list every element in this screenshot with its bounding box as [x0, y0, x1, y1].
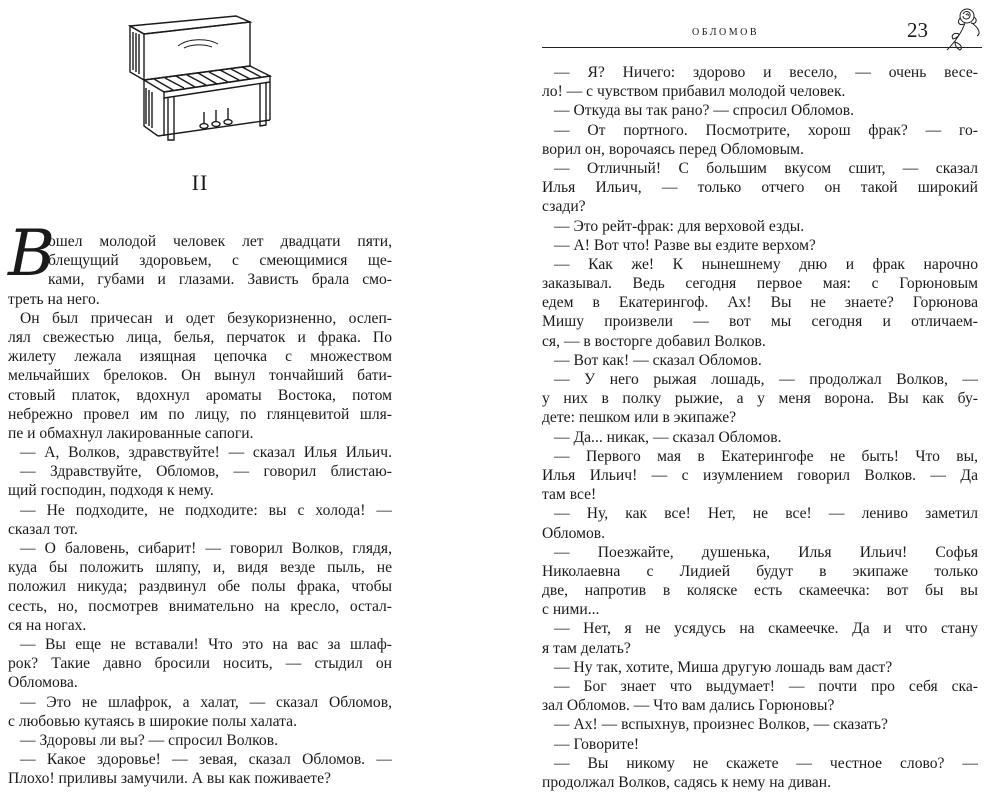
text-line: Николаевна с Лидией будут в экипаже только — [542, 562, 978, 580]
text-line: — Поезжайте, душенька, Илья Ильич! Софья — [554, 543, 978, 561]
text-line: — Не подходите, не подходите: вы с холода! — — [20, 501, 392, 519]
header-rule — [542, 47, 982, 48]
text-line: — Отличный! С большим вкусом сшит, — сказал — [554, 159, 978, 177]
left-page — [0, 0, 495, 788]
text-line: рок? Такие давно бросили носить, — стыдил он — [8, 655, 392, 673]
text-line: заказывал. Ведь сегодня первое мая: с Горюновым — [542, 275, 978, 293]
text-line: там все! — [542, 486, 597, 504]
text-line: — Я? Ничего: здорово и весело, — очень весе- — [554, 64, 978, 81]
text-line: ся, — в восторге добавил Волков. — [542, 332, 766, 350]
text-line: — Нет, я не усядусь на скамеечке. Да и что стану — [554, 620, 978, 638]
text-line: куда бы положить шляпу, и, видя везде пыль, не — [8, 559, 392, 577]
text-line: ло! — с чувством прибавил молодой человек. — [542, 83, 846, 101]
text-line: продолжал Волков, садясь к нему на диван. — [542, 773, 831, 791]
text-line: — Первого мая в Екатерингофе не быть! Что вы, — [554, 447, 978, 465]
text-line: лял свежестью лица, белья, перчаток и фрака. По — [8, 328, 392, 346]
text-line: — Откуда вы так рано? — спросил Обломов. — [554, 102, 855, 120]
text-line: я там делать? — [542, 639, 631, 657]
running-head: обломов — [692, 24, 760, 39]
text-line: — Ну так, хотите, Миша другую лошадь вам даст? — [554, 658, 893, 676]
right-body-text — [542, 63, 978, 792]
text-line: — Ах! — вспыхнув, произнес Волков, — сказать? — [554, 716, 888, 734]
text-line: едем в Екатерингоф. Ах! Вы не знаете? Горюнова — [542, 294, 978, 312]
text-line: мельчайших брелоков. Он вынул тончайший бати- — [8, 367, 392, 385]
text-line: — Бог знает что выдумает! — почти про себя ска- — [554, 678, 978, 695]
page-number: 23 — [907, 18, 928, 42]
text-line: Он был причесан и одет безукоризненно, ослеп- — [20, 309, 392, 327]
text-line: — Как же! К нынешнему дню и фрак нарочно — [554, 255, 978, 273]
chapter-number: II — [191, 170, 209, 195]
text-line: щий господин, подходя к нему. — [8, 482, 214, 500]
text-line: стовый платок, вдохнул ароматы Востока, потом — [8, 386, 392, 404]
text-line: — Здравствуйте, Обломов, — говорил блистаю- — [20, 463, 392, 481]
text-line: — Вы еще не вставали! Что это на вас за шлаф- — [20, 635, 392, 653]
text-line: сесть, но, посмотрев внимательно на кресло, остал- — [8, 597, 392, 615]
text-line: блещущий здоровьем, с смеющимися ще- — [48, 252, 392, 270]
text-line: с ними... — [542, 601, 600, 619]
text-line: — О баловень, сибарит! — говорил Волков, глядя, — [20, 540, 392, 557]
text-line: пе и обмахнул лакированные сапоги. — [8, 424, 254, 442]
text-line: две, напротив в коляске есть скамеечка: вот бы вы — [542, 582, 978, 600]
text-line: — От портного. Посмотрите, хорош фрак? — го- — [554, 121, 978, 139]
text-line: небрежно провел им по лицу, по глянцевитой шля- — [8, 405, 392, 423]
text-line: Илья Ильич, — только отчего он такой широкий — [542, 179, 978, 197]
text-line: — Здоровы ли вы? — спросил Волков. — [20, 731, 278, 749]
text-line: Мишу произвели — вот мы сегодня и отличаем- — [542, 313, 978, 331]
text-line: Илья Ильич! — с изумлением говорил Волков. — Да — [542, 466, 978, 484]
text-line: сказал тот. — [8, 520, 78, 538]
text-line: с любовью кутаясь в широкие полы халата. — [8, 712, 298, 730]
text-line: ворил он, ворочаясь перед Обломовым. — [542, 140, 804, 158]
text-line: у них в полку рыжие, а у меня ворона. Вы как бу- — [542, 390, 978, 408]
text-line: — Да... никак, — сказал Обломов. — [554, 428, 782, 446]
piano-icon — [118, 8, 288, 148]
text-line: треть на него. — [8, 290, 100, 308]
text-line: — Это не шлафрок, а халат, — сказал Обломов, — [20, 693, 392, 711]
text-line: — Говорите! — [554, 735, 640, 753]
left-body-text — [8, 232, 392, 788]
text-line: ошел молодой человек лет двадцати пяти, — [48, 233, 392, 250]
text-line: Обломов. — [542, 524, 606, 542]
text-line: сзади? — [542, 198, 586, 216]
text-line: — У него рыжая лошадь, — продолжал Волков, — — [554, 371, 978, 388]
text-line: положил никуда; раздвинул обе полы фрака, чтобы — [8, 578, 392, 596]
text-line: — Это рейт-фрак: для верховой езды. — [554, 217, 805, 235]
text-line: Плохо! приливы замучили. А вы как поживаете? — [8, 770, 331, 788]
drop-cap: В — [8, 217, 56, 291]
text-line: — А! Вот что! Разве вы ездите верхом? — [554, 236, 816, 254]
text-line: ками, губами и глазами. Зависть брала смо- — [48, 271, 392, 289]
text-line: ся на ногах. — [8, 616, 87, 634]
right-page — [495, 0, 990, 791]
text-line: — Какое здоровье! — зевая, сказал Обломов. — — [20, 751, 392, 769]
text-line: — А, Волков, здравствуйте! — сказал Илья Ильич. — [20, 444, 392, 462]
text-line: зал Обломов. — Что вам дались Горюновы? — [542, 697, 835, 715]
text-line: — Вы никому не скажете — честное слово? — — [554, 754, 978, 772]
text-line: дете: пешком или в экипаже? — [542, 409, 737, 427]
text-line: — Вот как! — сказал Обломов. — [554, 351, 762, 369]
text-line: жилету лежала изящная цепочка с множеством — [8, 348, 392, 366]
text-line: — Ну, как все! Нет, не все! — лениво заметил — [554, 505, 978, 523]
text-line: Обломова. — [8, 674, 78, 692]
